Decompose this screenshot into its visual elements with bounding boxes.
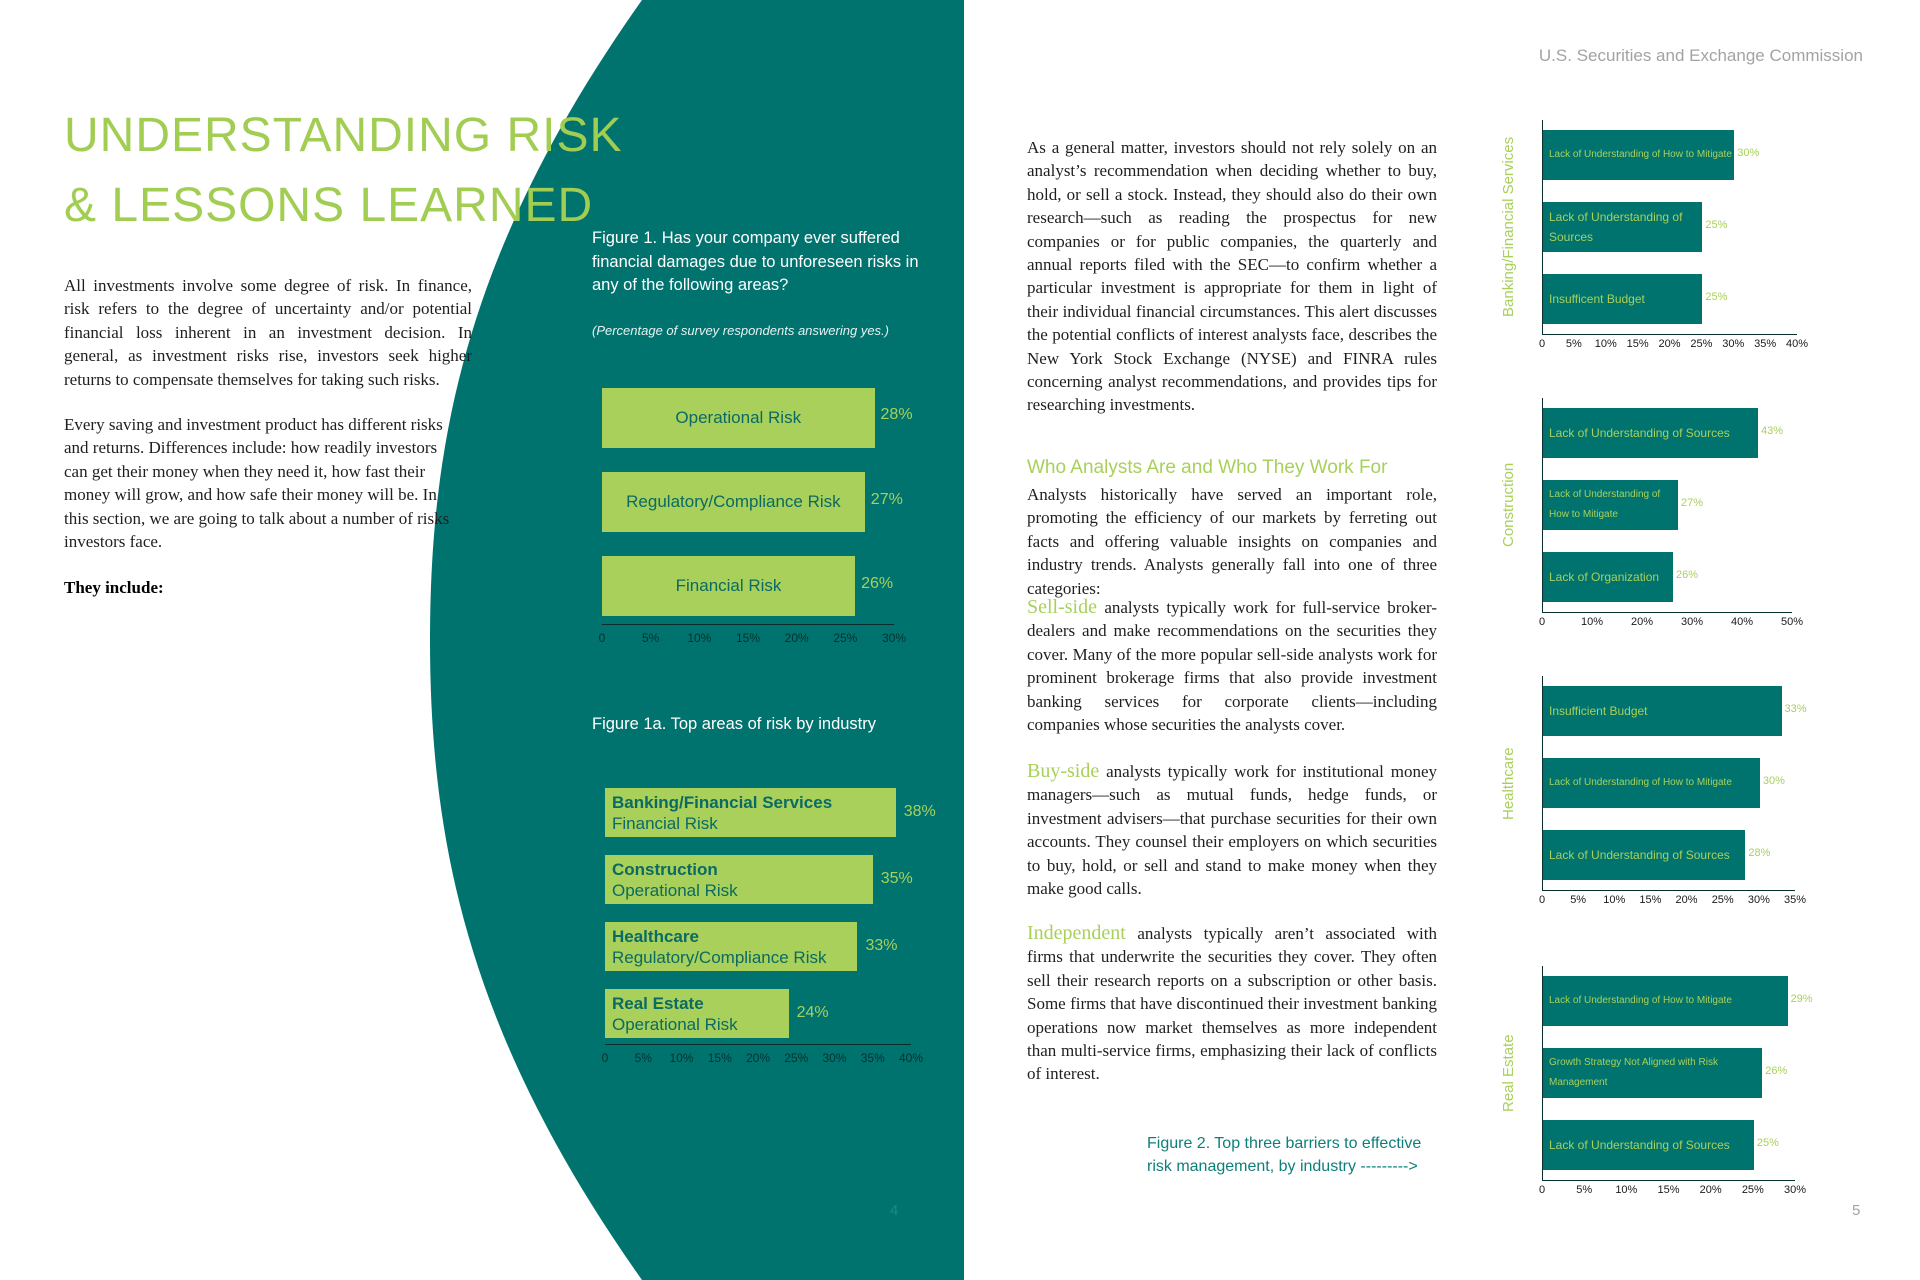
figure1-tick-label: 0: [598, 631, 606, 645]
intro-paragraph-1: All investments involve some degree of risk. In finance, risk refers to the degree of uncertainty and/or potential financial loss inherent in an investment decision. In general, as investment risks rise, investors seek higher returns to compensate themselves for taking such risks.: [64, 276, 472, 389]
figure1a-risk: Operational Risk: [612, 1014, 738, 1034]
figure2-tick-label: 40%: [1730, 616, 1754, 628]
figure1-bar-label: Regulatory/Compliance Risk: [626, 492, 841, 511]
figure1a-risk: Financial Risk: [612, 813, 718, 833]
figure2-tick-label: 25%: [1741, 1184, 1764, 1196]
figure1a-value-label: 35%: [880, 870, 913, 887]
figure2-value-label: 43%: [1761, 425, 1784, 437]
figure1a-chart: [600, 780, 940, 1070]
figure2-industry-label: Banking/Financial Services: [1500, 136, 1517, 317]
figure2-tick-label: 30%: [1747, 894, 1770, 906]
figure2-tick-label: 25%: [1690, 338, 1713, 350]
figure1-value-label: 27%: [870, 491, 903, 508]
buyside-text: analysts typically work for institutional money managers—such as mutual funds, hedge funds, or investment advisers—that purchase securities for their own accounts. They counsel their employers on which securities to buy, hold, or sell and stand to make money when they make good calls.: [1027, 762, 1437, 899]
figure2-tick-label: 15%: [1657, 1184, 1680, 1196]
figure2-caption: [1147, 1132, 1421, 1178]
figure2-tick-label: 40%: [1785, 338, 1809, 350]
figure2-bar-label: Lack of Understanding of Sources: [1549, 426, 1730, 440]
figure2-tick-label: 25%: [1711, 894, 1734, 906]
figure2-tick-label: 20%: [1658, 338, 1681, 350]
figure1a-tick-label: 5%: [634, 1051, 652, 1065]
figure2-caption-line2: risk management, by industry --------->: [1147, 1158, 1418, 1175]
figure1a-tick-label: 25%: [784, 1051, 809, 1065]
figure2-industry-label: Healthcare: [1500, 746, 1517, 820]
figure1-tick-label: 5%: [641, 631, 660, 645]
sellside-text: analysts typically work for full-service broker-dealers and make recommendations on the securities they cover. Many of the more popular sell-side analysts work for prominent brokerage firms that also provide investment banking services for corporate clients—including companies whose securities the analysts cover.: [1027, 598, 1437, 735]
figure2-banking-chart: [1500, 120, 1830, 370]
figure2-bar-label: Insufficient Budget: [1549, 704, 1648, 718]
figure1-subtitle: (Percentage of survey respondents answering yes.): [592, 323, 889, 338]
left-page-number: 4: [890, 1202, 899, 1219]
figure2-bar-label: Lack of Understanding of Sources: [1549, 210, 1683, 244]
figure1-x-axis: [602, 624, 894, 625]
figure1-title: Figure 1. Has your company ever suffered financial damages due to unforeseen risks in any of the following areas?: [592, 229, 919, 294]
buyside-heading: Buy-side: [1027, 760, 1100, 782]
figure1a-tick-label: 0: [601, 1051, 609, 1065]
intro-paragraph-2: Every saving and investment product has different risks and returns. Differences include: how readily investors can get their money when they need it, how fast their money will grow, and how safe their money will be. In this section, we are going to talk about a number of risks investors face.: [64, 415, 450, 552]
figure1a-value-label: 33%: [865, 937, 898, 954]
figure1a-industry: Construction: [612, 859, 718, 879]
right-paragraph-1: As a general matter, investors should not rely solely on an analyst’s recommendation when deciding whether to buy, hold, or sell a stock. Instead, they should also do their own research—such as reading the prospectus for new companies or for public companies, the quarterly and annual reports filed with the SEC—to confirm whether a particular investment is appropriate for them in light of their individual financial circumstances. This alert discusses the potential conflicts of interest analysts face, describes the New York Stock Exchange (NYSE) and FINRA rules concerning analyst recommendations, and provides tips for researching investments.: [1027, 138, 1437, 415]
figure1a-risk: Operational Risk: [612, 880, 738, 900]
figure2-value-label: 28%: [1748, 847, 1771, 859]
figure1a-tick-label: 10%: [669, 1051, 694, 1065]
figure1a-tick-label: 30%: [822, 1051, 847, 1065]
figure1a-tick-label: 40%: [898, 1051, 924, 1065]
figure2-x-axis: [1542, 334, 1797, 335]
figure2-tick-label: 15%: [1639, 894, 1662, 906]
figure2-bar-label: Lack of Understanding of Sources: [1549, 1138, 1730, 1152]
figure2-bar-label: Lack of Understanding of How to Mitigate: [1549, 149, 1732, 160]
independent-heading: Independent: [1027, 922, 1126, 944]
right-paragraph-2: Analysts historically have served an important role, promoting the efficiency of our markets by ferreting out facts and offering valuable insights on companies and industry trends. Analysts generally fall into one of three categories:: [1027, 485, 1437, 598]
figure2-tick-label: 0: [1538, 1184, 1546, 1196]
figure2-tick-label: 10%: [1603, 894, 1626, 906]
figure2-value-label: 30%: [1737, 147, 1760, 159]
figure1a-value-label: 38%: [903, 803, 936, 820]
figure1a-industry: Real Estate: [612, 993, 704, 1013]
figure2-tick-label: 10%: [1615, 1184, 1638, 1196]
figure1a-bar-label: [605, 855, 913, 904]
buyside-paragraph: [1027, 760, 1437, 900]
figure2-value-label: 26%: [1676, 569, 1699, 581]
figure2-tick-label: 30%: [1783, 1184, 1807, 1196]
figure2-industry-label: Construction: [1500, 462, 1517, 547]
figure2-bar-label: Lack of Understanding of How to Mitigate: [1549, 995, 1732, 1006]
figure2-x-axis: [1542, 612, 1792, 613]
figure1-value-label: 28%: [880, 406, 913, 423]
page-title-line1: UNDERSTANDING RISK: [64, 109, 623, 162]
figure2-tick-label: 35%: [1754, 338, 1777, 350]
figure2-tick-label: 20%: [1675, 894, 1698, 906]
sellside-paragraph: [1027, 596, 1437, 736]
figure2-tick-label: 20%: [1630, 616, 1654, 628]
figure1a-tick-label: 20%: [745, 1051, 771, 1065]
figure1-tick-label: 10%: [687, 631, 712, 645]
figure2-bar-label: Lack of Understanding of How to Mitigate: [1549, 777, 1732, 788]
figure2-x-axis: [1542, 1180, 1795, 1181]
figure2-tick-label: 10%: [1580, 616, 1604, 628]
sellside-heading: Sell-side: [1027, 596, 1097, 618]
figure2-healthcare-chart: [1500, 676, 1830, 926]
figure1a-bar-label: [605, 788, 936, 837]
figure2-value-label: 33%: [1784, 703, 1807, 715]
figure1a-bar-label: [605, 922, 897, 971]
figure1-chart: [600, 380, 920, 650]
figure1a-bar-label: [605, 989, 829, 1038]
figure2-tick-label: 10%: [1594, 338, 1617, 350]
section-heading: Who Analysts Are and Who They Work For: [1027, 457, 1388, 478]
figure2-tick-label: 50%: [1780, 616, 1804, 628]
figure1-tick-label: 20%: [784, 631, 809, 645]
figure2-tick-label: 5%: [1576, 1184, 1593, 1196]
figure2-bar-label: Lack of Organization: [1549, 570, 1660, 584]
figure2-caption-line1: Figure 2. Top three barriers to effective: [1147, 1135, 1422, 1152]
figure1a-risk: Regulatory/Compliance Risk: [612, 947, 827, 967]
figure1-value-label: 26%: [861, 575, 894, 592]
figure2-tick-label: 5%: [1565, 338, 1582, 350]
figure2-tick-label: 15%: [1626, 338, 1649, 350]
independent-paragraph: [1027, 922, 1437, 1086]
figure1a-value-label: 24%: [796, 1004, 829, 1021]
figure2-tick-label: 30%: [1722, 338, 1745, 350]
figure1a-tick-label: 15%: [707, 1051, 732, 1065]
figure1-bar-label: Financial Risk: [675, 576, 782, 595]
figure2-value-label: 27%: [1681, 497, 1704, 509]
page-title-line2: & LESSONS LEARNED: [64, 179, 594, 232]
figure1a-x-axis: [605, 1044, 911, 1045]
figure2-value-label: 30%: [1762, 775, 1785, 787]
figure2-value-label: 26%: [1765, 1065, 1788, 1077]
figure2-bar-label: Growth Strategy Not Aligned with Risk Management: [1549, 1057, 1718, 1088]
figure1a-title: Figure 1a. Top areas of risk by industry: [592, 715, 876, 733]
figure2-value-label: 25%: [1705, 291, 1728, 303]
figure1a-tick-label: 35%: [860, 1051, 885, 1065]
figure2-bar-label: Lack of Understanding of How to Mitigate: [1549, 489, 1661, 520]
figure2-value-label: 29%: [1790, 993, 1813, 1005]
they-include-label: They include:: [64, 578, 164, 597]
figure2-industry-label: Real Estate: [1500, 1034, 1517, 1112]
figure2-value-label: 25%: [1756, 1137, 1779, 1149]
figure2-bar-label: Lack of Understanding of Sources: [1549, 848, 1730, 862]
figure1a-industry: Healthcare: [612, 926, 699, 946]
figure2-tick-label: 5%: [1570, 894, 1587, 906]
figure2-tick-label: 20%: [1699, 1184, 1722, 1196]
figure2-bar-label: Insufficent Budget: [1549, 292, 1645, 306]
figure2-tick-label: 35%: [1783, 894, 1807, 906]
agency-header: U.S. Securities and Exchange Commission: [1538, 46, 1863, 65]
independent-text: analysts typically aren’t associated with firms that underwrite the securities they cover. They often sell their research reports on a subscription or other basis. Some firms that have discontinued their investment banking operations now market themselves as more independent than multi-service firms, emphasizing their lack of conflicts of interest.: [1027, 924, 1437, 1084]
figure1-tick-label: 25%: [833, 631, 858, 645]
figure1-tick-label: 15%: [735, 631, 761, 645]
figure2-tick-label: 30%: [1680, 616, 1704, 628]
figure2-value-label: 25%: [1705, 219, 1728, 231]
figure2-tick-label: 0: [1538, 894, 1546, 906]
right-page-number: 5: [1852, 1202, 1861, 1219]
figure1-bar-label: Operational Risk: [675, 408, 802, 427]
figure2-tick-label: 0: [1538, 616, 1546, 628]
figure1a-industry: Banking/Financial Services: [612, 792, 833, 812]
figure2-realestate-chart: [1500, 966, 1830, 1216]
figure2-tick-label: 0: [1538, 338, 1546, 350]
figure2-construction-chart: [1500, 398, 1830, 648]
figure1-tick-label: 30%: [881, 631, 907, 645]
figure2-x-axis: [1542, 890, 1795, 891]
